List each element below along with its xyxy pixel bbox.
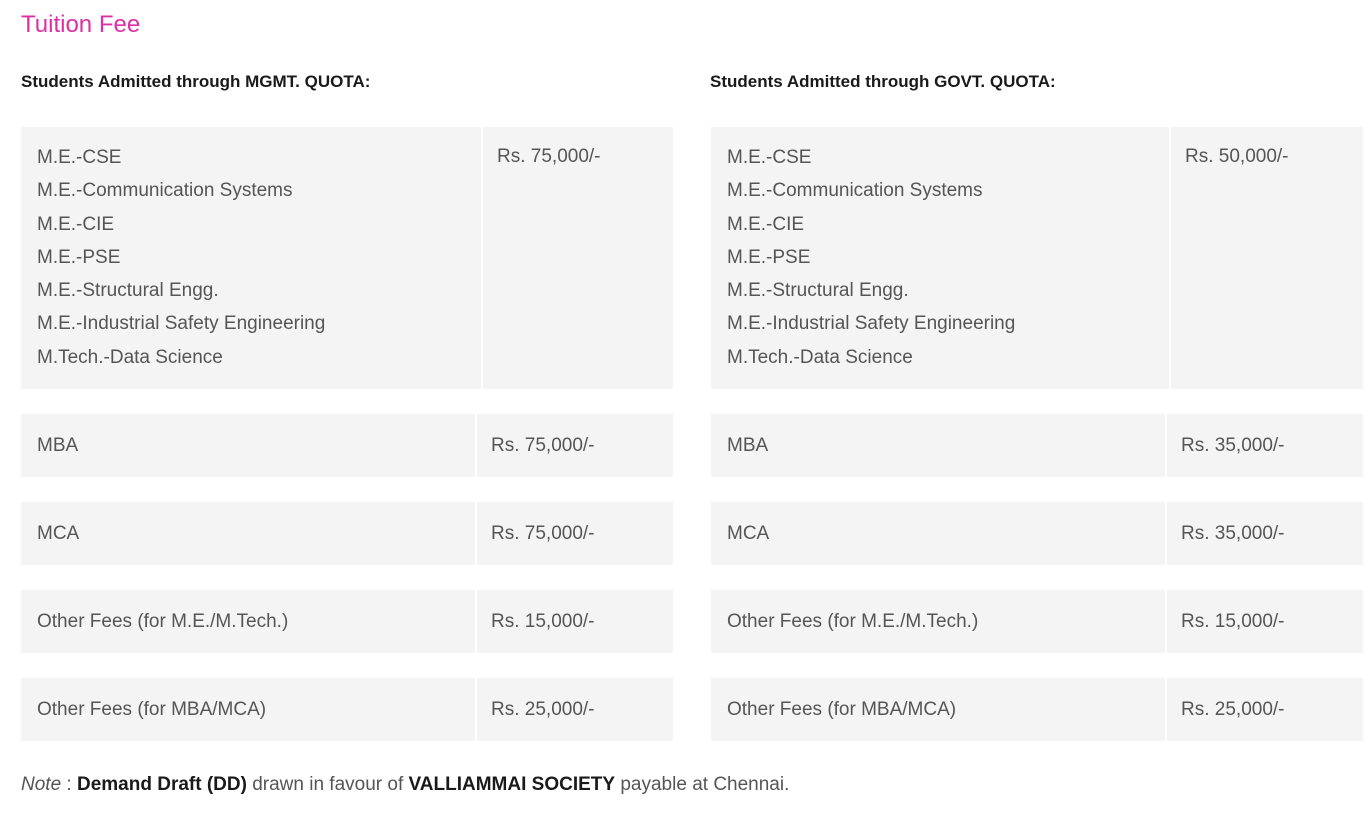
list-item: M.E.-PSE	[727, 246, 811, 268]
fee-value: Rs. 25,000/-	[491, 698, 595, 720]
note-mid: drawn in favour of	[246, 774, 409, 795]
table-row	[21, 502, 673, 565]
fee-value: Rs. 75,000/-	[491, 522, 595, 544]
payment-note	[21, 772, 789, 798]
fee-value: Rs. 25,000/-	[1181, 698, 1285, 720]
program-list	[711, 127, 1171, 389]
fee-value: Rs. 15,000/-	[1181, 610, 1285, 632]
list-item: M.E.-Communication Systems	[37, 180, 293, 202]
note-end: payable at Chennai.	[615, 774, 790, 795]
table-row	[21, 414, 673, 477]
page-title: Tuition Fee	[21, 11, 141, 38]
list-item: M.E.-Structural Engg.	[37, 280, 219, 302]
table-row	[711, 590, 1363, 653]
program-name: Other Fees (for M.E./M.Tech.)	[711, 590, 1167, 653]
fee-value: Rs. 75,000/-	[497, 146, 601, 167]
program-name: MCA	[21, 502, 477, 565]
list-item: M.Tech.-Data Science	[727, 346, 913, 368]
program-name: MBA	[21, 414, 477, 477]
list-item: M.E.-CSE	[37, 147, 122, 168]
table-row	[711, 127, 1363, 389]
fee-value: Rs. 15,000/-	[491, 610, 595, 632]
govt-fee-table	[711, 127, 1363, 742]
list-item: M.E.-CSE	[727, 147, 812, 168]
program-name: Other Fees (for MBA/MCA)	[21, 678, 477, 741]
program-name: Other Fees (for M.E./M.Tech.)	[21, 590, 477, 653]
fee-value: Rs. 50,000/-	[1185, 146, 1289, 167]
list-item: M.E.-Structural Engg.	[727, 280, 909, 302]
note-dd: Demand Draft (DD)	[76, 774, 247, 795]
list-item: M.E.-CIE	[727, 213, 805, 235]
note-society: VALLIAMMAI SOCIETY	[408, 774, 616, 795]
program-name: MCA	[711, 502, 1167, 565]
mgmt-fee-table	[21, 127, 673, 742]
program-name: MBA	[711, 414, 1167, 477]
list-item: M.E.-Communication Systems	[727, 180, 983, 202]
fee-value: Rs. 75,000/-	[491, 434, 595, 456]
program-list	[21, 127, 483, 389]
table-row	[711, 414, 1363, 477]
table-row	[21, 127, 673, 389]
list-item: M.E.-CIE	[37, 213, 115, 235]
table-row	[21, 590, 673, 653]
mgmt-quota-heading: Students Admitted through MGMT. QUOTA:	[21, 72, 371, 91]
table-row	[711, 678, 1363, 741]
list-item: M.Tech.-Data Science	[37, 346, 223, 368]
fee-value: Rs. 35,000/-	[1181, 522, 1285, 544]
table-row	[711, 502, 1363, 565]
list-item: M.E.-PSE	[37, 246, 121, 268]
list-item: M.E.-Industrial Safety Engineering	[37, 313, 326, 335]
fee-value: Rs. 35,000/-	[1181, 434, 1285, 456]
table-row	[21, 678, 673, 741]
govt-quota-heading: Students Admitted through GOVT. QUOTA:	[710, 72, 1056, 91]
note-label: Note	[21, 774, 62, 795]
list-item: M.E.-Industrial Safety Engineering	[727, 313, 1016, 335]
note-separator: :	[61, 774, 77, 795]
program-name: Other Fees (for MBA/MCA)	[711, 678, 1167, 741]
